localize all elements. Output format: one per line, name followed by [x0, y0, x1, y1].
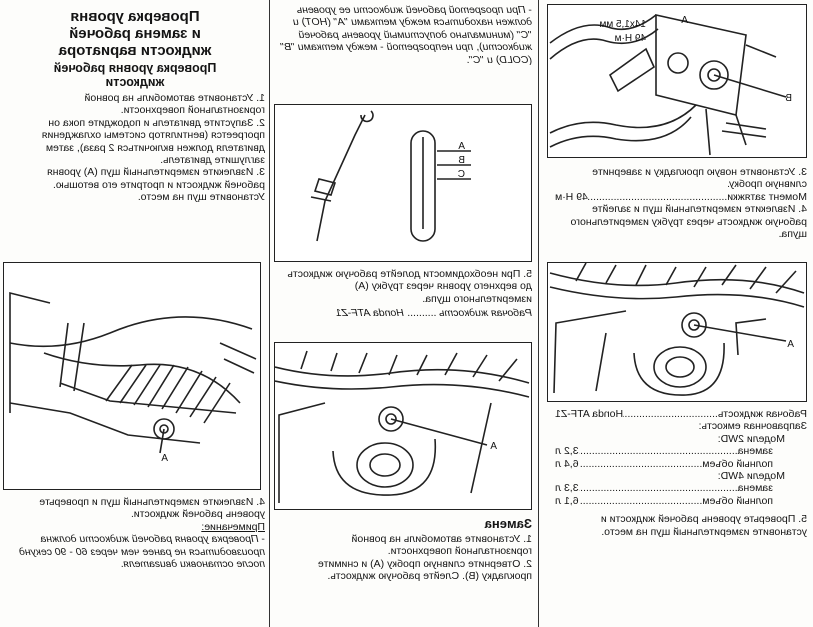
col1-step5: 5. Проверьте уровень рабочей жидкости и установите измерительный щуп на место.: [600, 513, 807, 538]
moment-label: Момент затяжки: [727, 190, 807, 203]
full-4wd-row: [555, 495, 807, 507]
fluid-fill-drawing: [548, 263, 806, 401]
model-2wd: Модели 2WD:: [717, 432, 785, 445]
col2-step5: 5. При необходимости долейте рабочую жидкость до верхнего уровня через трубку (A) измерительного щупа.: [287, 268, 532, 305]
full-4wd-label: полный объем: [702, 494, 773, 507]
drain-figure: [274, 342, 532, 510]
page-title-line-3: жидкости вариатора: [58, 42, 212, 59]
col3-text-upper: [5, 8, 265, 204]
full-4wd-value: 6,1 л: [555, 494, 579, 507]
full-2wd-value: 6,4 л: [555, 457, 579, 470]
col3-text-lower: [5, 496, 265, 570]
replace-2wd-row: [555, 445, 807, 457]
dipstick-drawing: [275, 105, 531, 261]
col2-intro: - При прогретой рабочей жидкости ее уровень должен находиться между метками "A" (HOT) и "C" (минимально допустимый уровень рабочей жидкости), при непрогретой - между метками "B" (COLD) и "C".: [280, 4, 532, 66]
fig1-label-torque-value: 49 Н·м: [614, 33, 646, 44]
section-subtitle-line-1: Проверка уровня рабочей: [53, 61, 217, 75]
col3-step4: 4. Извлеките измерительный щуп и проверьте уровень рабочей жидкости.: [39, 496, 265, 521]
page-title-line-2: и замена рабочей: [69, 25, 201, 42]
full-2wd-row: [555, 458, 807, 470]
col3-step3: 3. Извлеките измерительный щуп (A) уровня рабочей жидкости и протрите его ветошью. Установите щуп на место.: [47, 166, 265, 204]
fig1-label-a: A: [681, 15, 688, 26]
fig2-label-a: A: [787, 339, 794, 350]
drain-drawing: [275, 343, 531, 509]
note-label: Примечание:: [201, 520, 265, 533]
col2-text-mid: [276, 268, 532, 320]
dip-label-c: C: [457, 169, 465, 180]
column-divider-right: [269, 0, 270, 627]
note-text: - Проверка уровня рабочей жидкости должна производиться не ранее чем через 60 - 90 секунд после остановки двигателя.: [19, 533, 265, 571]
dipstick-figure: [274, 104, 532, 262]
drain-plug-drawing: [548, 5, 806, 157]
col2-fluid-line: Рабочая жидкость .......... Honda ATF-Z1: [335, 307, 532, 320]
section-subtitle-line-2: жидкости: [105, 75, 165, 89]
col2-step2: 2. Отверните сливную пробку (A) и снимите прокладку (B). Слейте рабочую жидкость.: [317, 557, 532, 583]
col3-step1: 1. Установите автомобиль на ровной горизонтальной поверхности.: [84, 92, 265, 117]
dip-label-b: B: [458, 155, 465, 166]
replace-4wd-row: [555, 482, 807, 494]
moment-value: 49 Н·м: [555, 190, 588, 203]
fluid-fill-figure: [547, 262, 807, 402]
replace-heading: Замена: [484, 516, 532, 531]
fluid-value: Honda ATF-Z1: [555, 408, 624, 420]
col2-text-lower: [276, 516, 532, 583]
replace-4wd-label: замена: [737, 482, 773, 495]
dipstick-location-figure: [3, 262, 261, 490]
page-title-line-1: Проверка уровня: [70, 8, 200, 25]
col1-step4: 4. Извлеките измерительный щуп и залейте рабочую жидкость через трубку измерительного щупа.: [570, 203, 807, 241]
replace-2wd-label: замена: [737, 445, 773, 458]
location-fig-label-a: A: [161, 453, 168, 464]
drain-fig-label-a: A: [490, 441, 497, 452]
column-divider-left: [538, 0, 539, 627]
model-4wd: Модели 4WD:: [717, 470, 785, 483]
col1-step3: 3. Установите новую прокладку и заверните сливную пробку.: [592, 166, 807, 191]
replace-4wd-value: 3,3 л: [555, 482, 579, 495]
drain-plug-figure: [547, 4, 807, 158]
col1-text-upper: [549, 166, 807, 240]
replace-2wd-value: 3,2 л: [555, 445, 579, 458]
fluid-label: Рабочая жидкость: [717, 408, 807, 420]
moment-row: [555, 191, 807, 203]
fluid-row: [555, 408, 807, 420]
full-2wd-label: полный объем: [702, 457, 773, 470]
col3-step2: 2. Запустите двигатель и подождите пока он прогреется (вентилятор системы охлаждения двигателя должен включиться 2 раза), затем заглушите двигатель.: [41, 116, 265, 167]
dip-label-a: A: [458, 141, 465, 152]
fig1-label-b: B: [785, 93, 792, 104]
fig1-label-torque: 14x1,5 мм: [599, 19, 646, 30]
dipstick-location-drawing: [4, 263, 260, 489]
capacity-label: Заправочная емкость:: [698, 420, 807, 433]
col1-text-lower: [549, 408, 807, 538]
col2-step1: 1. Установите автомобиль на ровной горизонтальной поверхности.: [351, 533, 532, 558]
